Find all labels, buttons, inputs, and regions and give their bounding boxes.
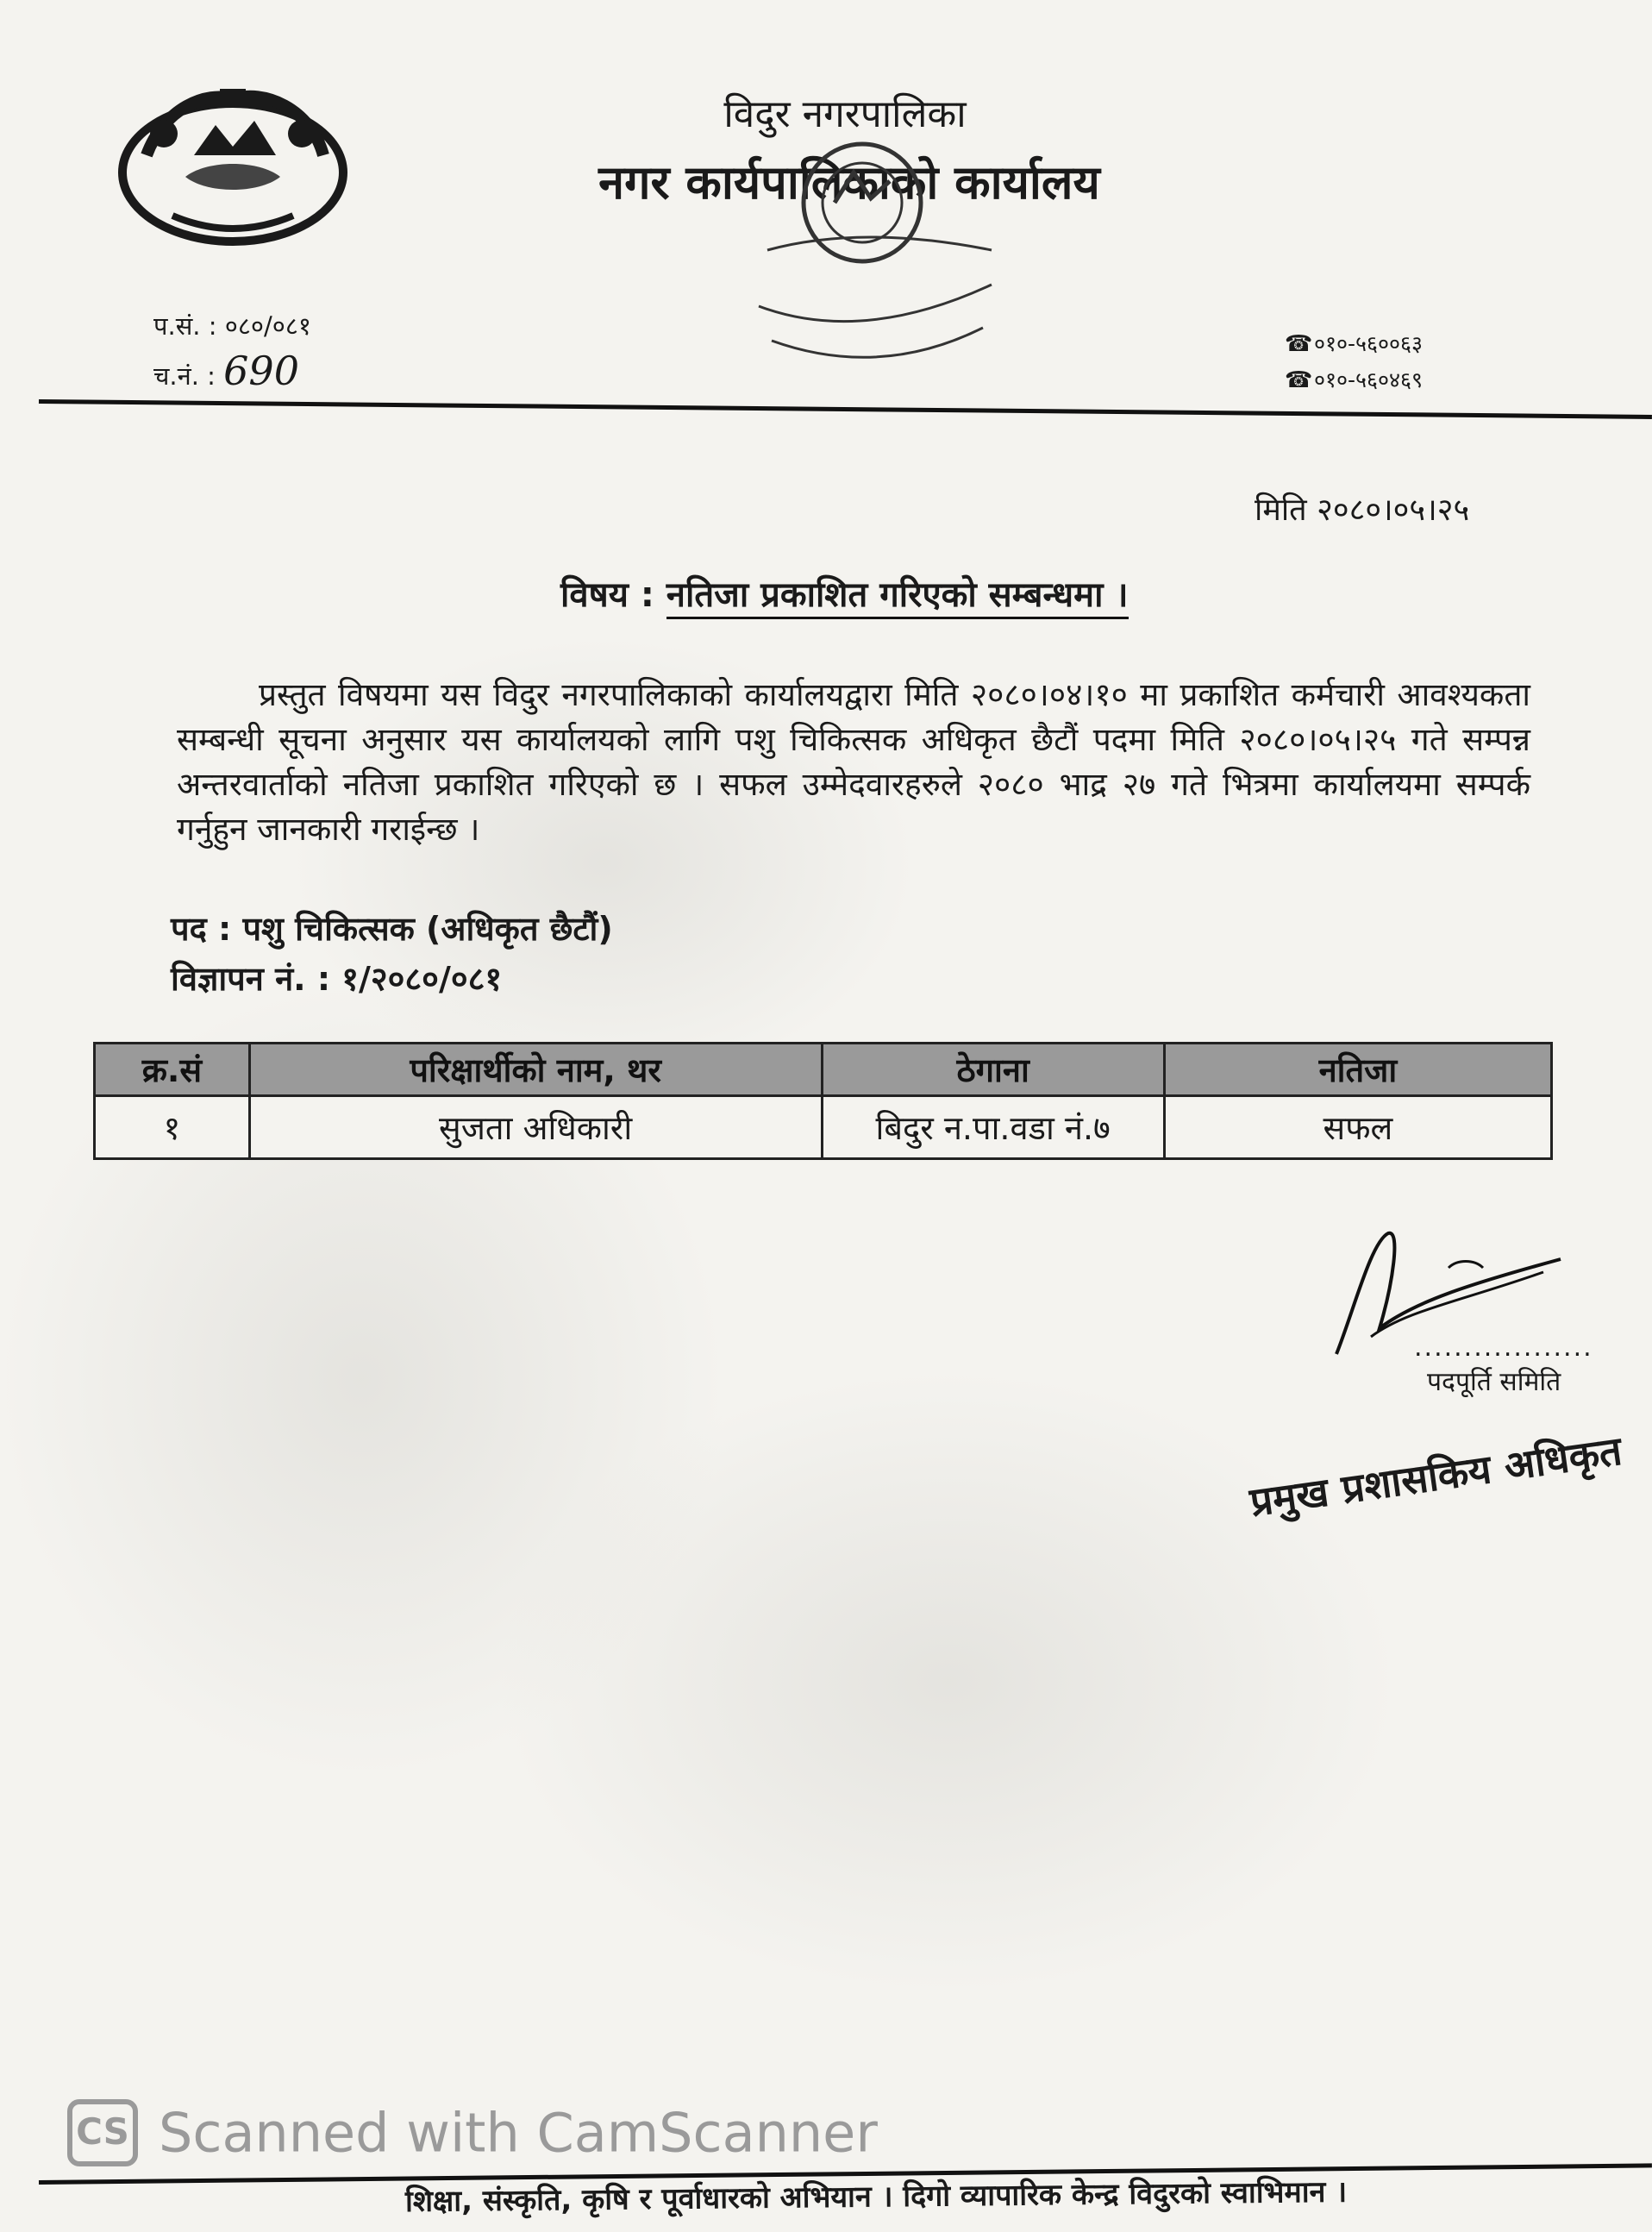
cell-serial: १ (95, 1096, 250, 1159)
camscanner-watermark (67, 2097, 878, 2166)
cell-address: बिदुर न.पा.वडा नं.७ (822, 1096, 1164, 1159)
advertisement-value: १/२०८०/०८१ (341, 960, 503, 998)
cell-name: सुजता अधिकारी (249, 1096, 822, 1159)
phone-row (1285, 362, 1423, 398)
post-row (171, 904, 613, 954)
nepal-emblem-logo (112, 73, 354, 250)
phone-number: ०१०-५६००६३ (1314, 331, 1424, 356)
office-name: नगर कार्यपालिकाको कार्यालय (598, 155, 1100, 210)
municipality-name: विदुर नगरपालिका (723, 92, 967, 136)
subject-text: नतिजा प्रकाशित गरिएको सम्बन्धमा । (666, 575, 1129, 619)
phone-number: ०१०-५६०४६९ (1314, 367, 1424, 392)
column-header-name: परिक्षार्थीको नाम, थर (249, 1044, 822, 1096)
subject-line (560, 569, 1129, 617)
phone-numbers (1285, 326, 1423, 398)
column-header-result: नतिजा (1164, 1044, 1551, 1096)
dispatch-number-label: च.नं. : (153, 361, 216, 391)
post-label: पद : (171, 910, 232, 948)
column-header-address: ठेगाना (822, 1044, 1164, 1096)
post-details (171, 904, 613, 1004)
results-table (93, 1042, 1553, 1160)
cell-result: सफल (1164, 1096, 1551, 1159)
camscanner-logo-icon: CS (67, 2099, 138, 2166)
subject-label: विषय : (560, 575, 654, 615)
letter-number-label: प.सं. : (153, 311, 217, 341)
letter-number-row (153, 304, 311, 348)
signature-dotted-line: .................. (1414, 1332, 1593, 1363)
advertisement-row (171, 954, 613, 1004)
signatory-committee: पदपूर्ति समिति (1427, 1367, 1561, 1397)
telephone-icon: ☎ (1285, 367, 1313, 393)
date-value: २०८०।०५।२५ (1317, 492, 1470, 528)
post-value: पशु चिकित्सक (अधिकृत छैटौं) (242, 910, 613, 948)
telephone-icon: ☎ (1285, 331, 1313, 357)
signatory-title-stamp: प्रमुख प्रशासकिय अधिकृत (1247, 1426, 1625, 1526)
table-row (95, 1096, 1552, 1159)
watermark-text: Scanned with CamScanner (159, 2101, 878, 2165)
column-header-serial: क्र.सं (95, 1044, 250, 1096)
dispatch-number-row (153, 348, 311, 398)
date-label: मिति (1255, 492, 1307, 528)
office-round-stamp (733, 121, 1026, 405)
letter-number-value: ०८०/०८१ (224, 311, 311, 341)
phone-row (1285, 326, 1423, 362)
body-paragraph: प्रस्तुत विषयमा यस विदुर नगरपालिकाको कार्यालयद्वारा मिति २०८०।०४।१० मा प्रकाशित कर्मचारी आवश्यकता सम्बन्धी सूचना अनुसार यस कार्यालयको लागि पशु चिकित्सक अधिकृत छैटौं पदमा मिति २०८०।०५।२५ गते सम्पन्न अन्तरवार्ताको नतिजा प्रकाशित गरिएको छ । सफल उम्मेदवारहरुले २०८० भाद्र २७ गते भित्रमा कार्यालयमा सम्पर्क गर्नुहुन जानकारी गराईन्छ । (177, 676, 1530, 848)
dispatch-number-value: 690 (223, 348, 299, 394)
footer-slogan: शिक्षा, संस्कृति, कृषि र पूर्वाधारको अभियान । दिगो व्यापारिक केन्द्र विदुरको स्वाभिमान । (404, 2174, 1348, 2219)
letter-date (1255, 487, 1469, 530)
letter-references (153, 304, 311, 398)
advertisement-label: विज्ञापन नं. : (171, 960, 331, 998)
table-header-row (95, 1044, 1552, 1096)
